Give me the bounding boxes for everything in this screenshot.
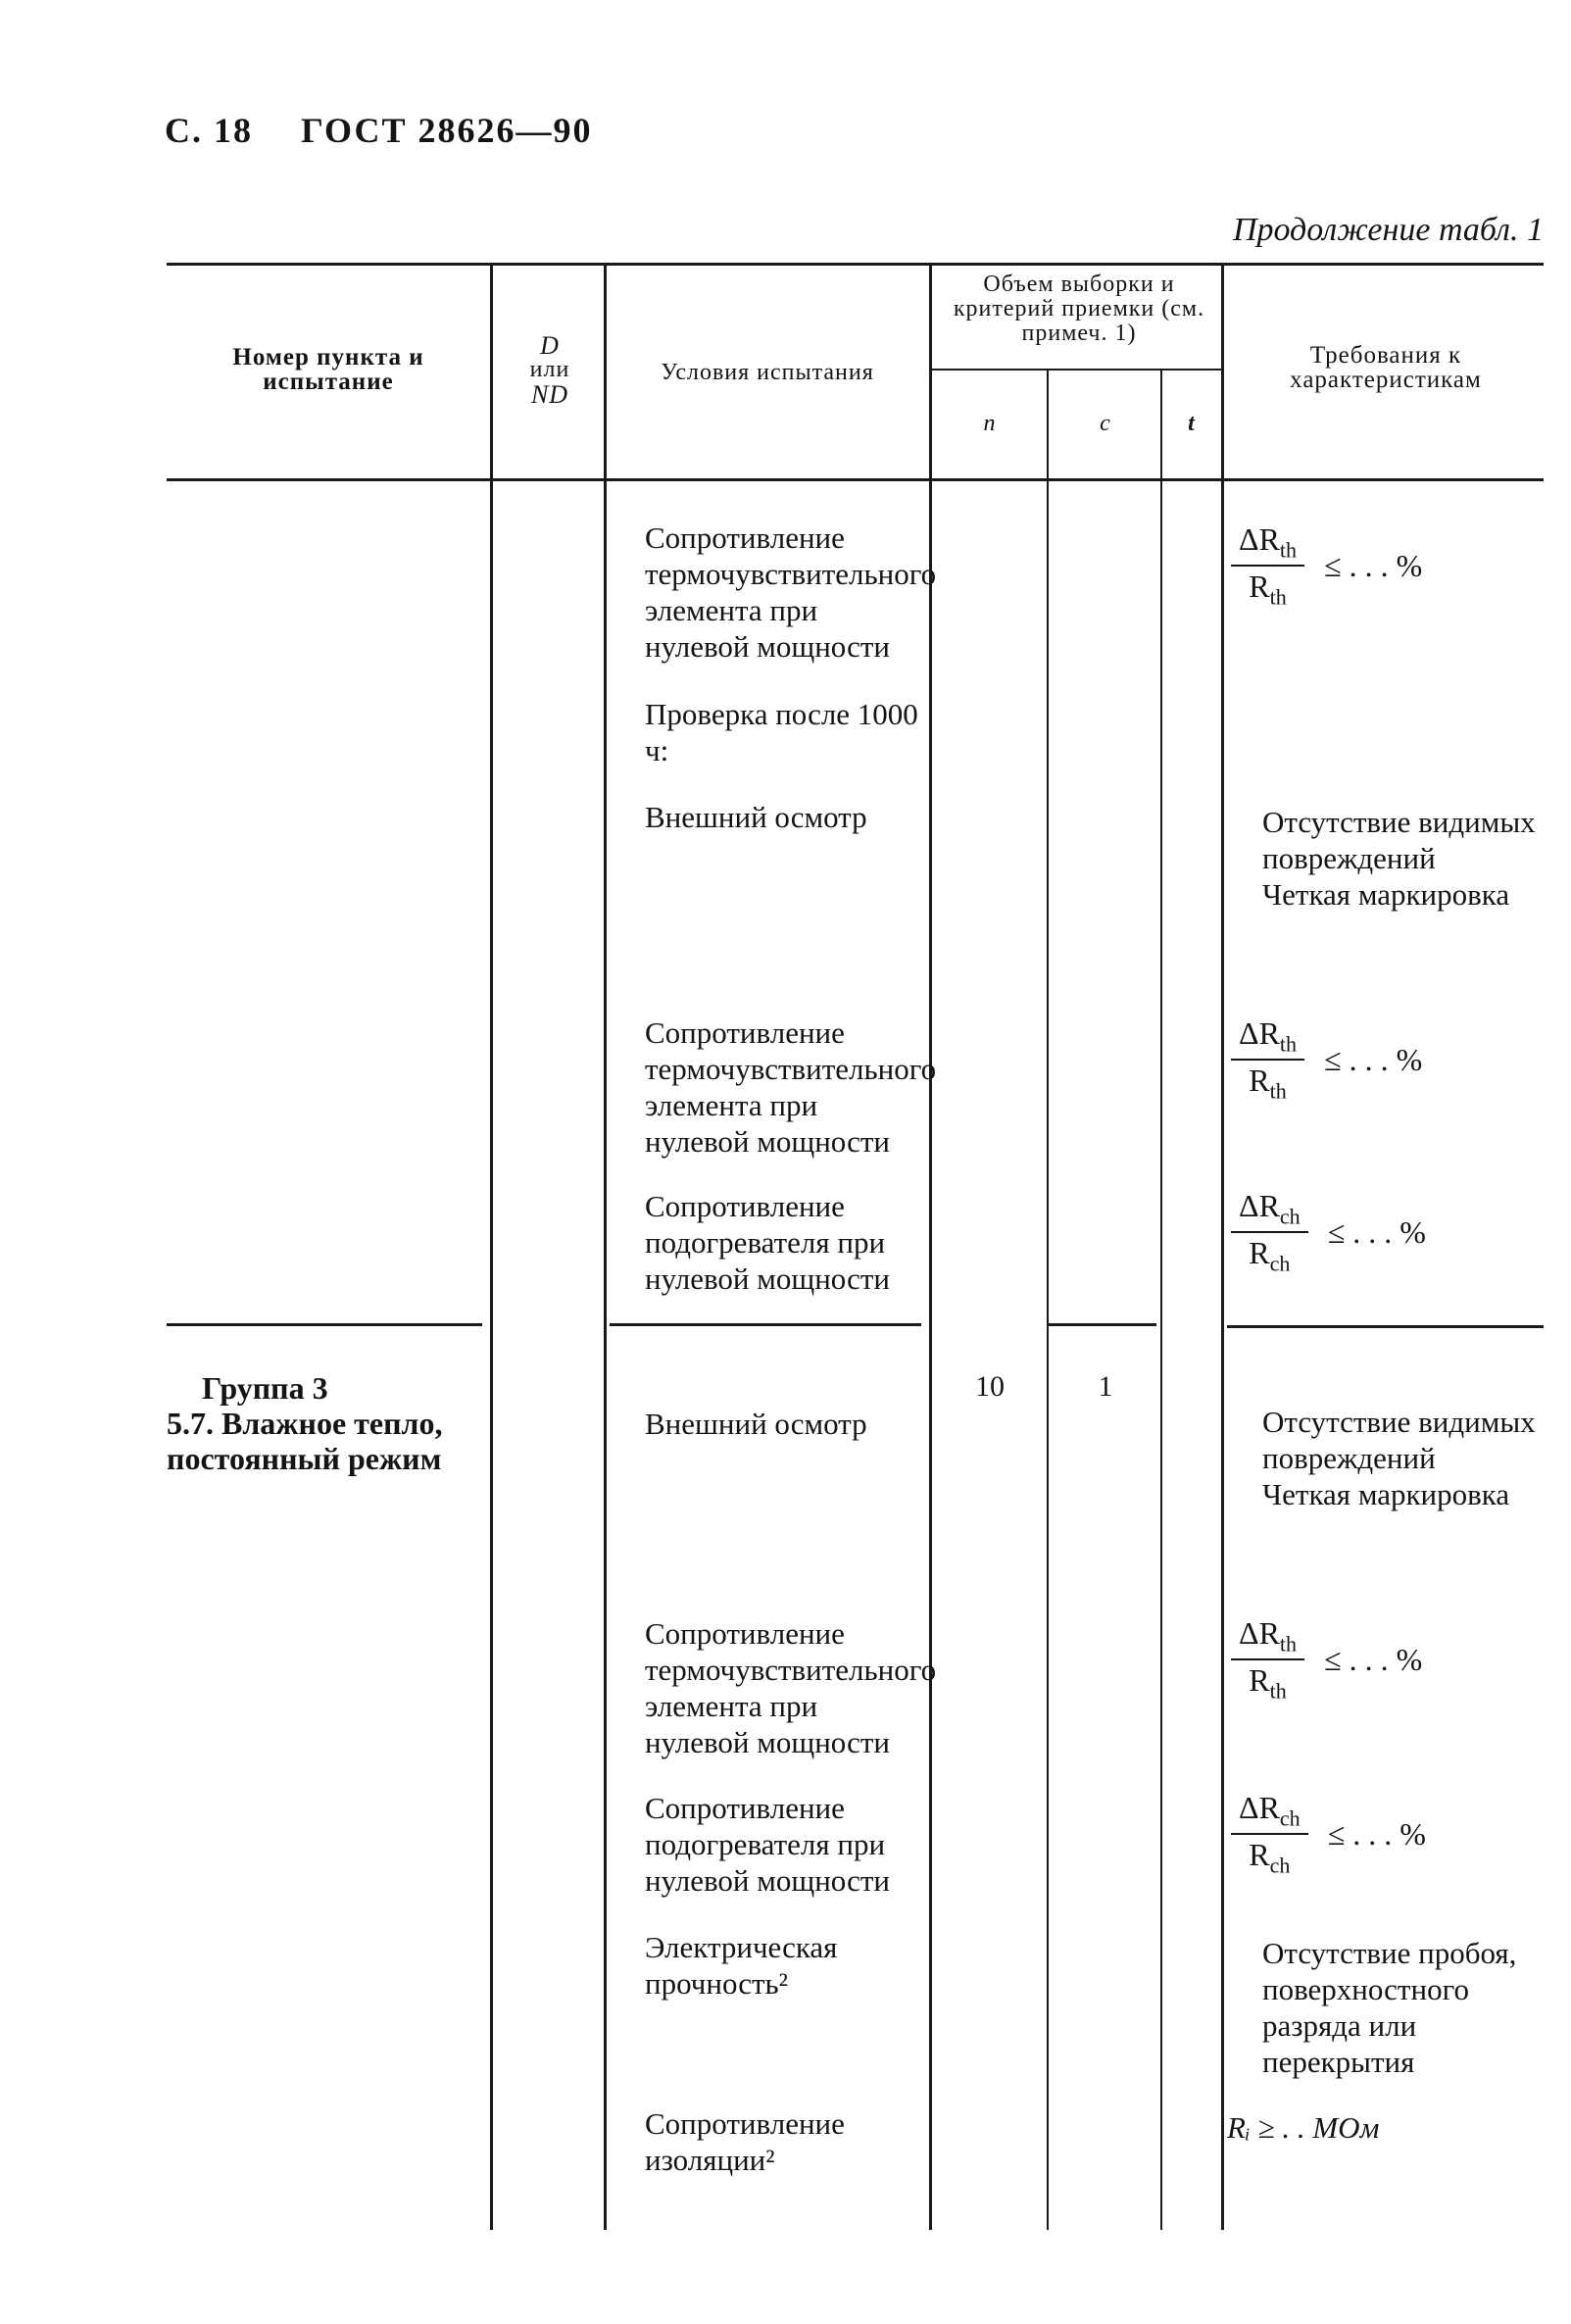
- col-header-d: D или ND: [529, 331, 570, 409]
- col-header-conditions: Условия испытания: [661, 360, 874, 385]
- col-divider-1: [490, 263, 493, 2230]
- condition-resistance-th: Сопротивление термочувствительного элемента при нулевой мощности: [645, 520, 937, 664]
- condition-electric-strength: Электрическая прочность²: [645, 1930, 838, 2001]
- condition-resistance-ch-2: Сопротивление подогревателя при нулевой мощности: [645, 1791, 890, 1898]
- col-divider-5: [1160, 369, 1162, 2230]
- header-bottom-rule: [167, 478, 1544, 481]
- col-divider-2: [604, 263, 607, 2230]
- group-3-item: Группа 3 5.7. Влажное тепло, постоянный режим: [167, 1370, 443, 1476]
- sample-c-value: 1: [1098, 1370, 1113, 1403]
- col-header-n: n: [983, 411, 997, 436]
- col-header-item: Номер пункта и испытание: [232, 344, 424, 395]
- condition-resistance-th-3: Сопротивление термочувствительного элемента при нулевой мощности: [645, 1616, 937, 1759]
- condition-visual-2: Внешний осмотр: [645, 1407, 867, 1441]
- condition-check-after: Проверка после 1000 ч:: [645, 697, 918, 767]
- group-separator-c: [1049, 1323, 1156, 1326]
- page-number: С. 18: [165, 111, 253, 150]
- table-continuation-label: Продолжение табл. 1: [1232, 212, 1544, 248]
- condition-visual: Внешний осмотр: [645, 800, 867, 834]
- group-separator-req: [1227, 1325, 1544, 1328]
- condition-resistance-th-2: Сопротивление термочувствительного элемента при нулевой мощности: [645, 1015, 937, 1159]
- sample-n-value: 10: [975, 1370, 1005, 1403]
- formula-ch-1: $\frac{\Delta R_{ch}}{R_{ch}}$ ≤ . . . %: [1231, 1188, 1426, 1277]
- sample-subheader-rule: [931, 369, 1223, 371]
- requirement-visual: Отсутствие видимых повреждений Четкая маркировка: [1262, 805, 1536, 912]
- requirement-insulation: Rᵢ ≥ . . МОм: [1227, 2110, 1380, 2145]
- formula-th-2: $\frac{\Delta R_{th}}{R_{th}}$ ≤ . . . %: [1231, 1015, 1422, 1105]
- requirement-visual-2: Отсутствие видимых повреждений Четкая маркировка: [1262, 1405, 1536, 1511]
- group-separator-cond: [610, 1323, 921, 1326]
- col-divider-6: [1221, 263, 1224, 2230]
- col-header-sample: Объем выборки и критерий приемки (см. примеч. 1): [953, 272, 1205, 346]
- formula-th-3: $\frac{\Delta R_{th}}{R_{th}}$ ≤ . . . %: [1231, 1615, 1422, 1705]
- col-divider-4: [1047, 369, 1049, 2230]
- formula-ch-2: $\frac{\Delta R_{ch}}{R_{ch}}$ ≤ . . . %: [1231, 1790, 1426, 1879]
- condition-resistance-ch: Сопротивление подогревателя при нулевой мощности: [645, 1189, 890, 1296]
- condition-insulation: Сопротивление изоляции²: [645, 2106, 845, 2177]
- standard-code: ГОСТ 28626—90: [301, 111, 593, 150]
- table-top-rule: [167, 263, 1544, 266]
- col-header-t: t: [1188, 411, 1196, 436]
- formula-th-1: $\frac{\Delta R_{th}}{R_{th}}$ ≤ . . . %: [1231, 521, 1422, 611]
- group-separator-left: [167, 1323, 482, 1326]
- page-header: [165, 110, 592, 151]
- col-header-requirements: Требования к характеристикам: [1290, 342, 1482, 393]
- col-header-c: c: [1100, 411, 1111, 436]
- requirement-electric-strength: Отсутствие пробоя, поверхностного разряда или перекрытия: [1262, 1936, 1517, 2079]
